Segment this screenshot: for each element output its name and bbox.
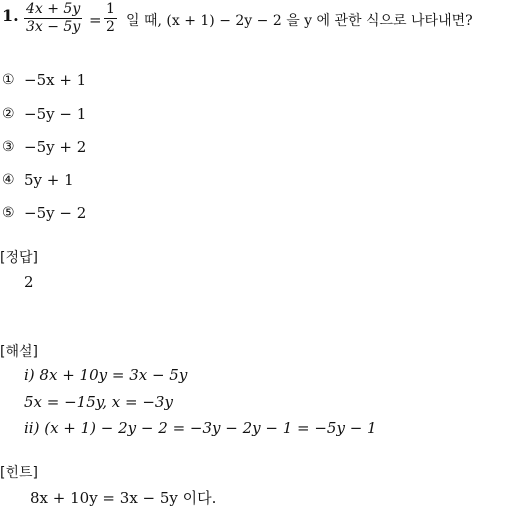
hint-label: [힌트] (0, 465, 38, 481)
question-equals-sign: = (89, 11, 102, 29)
answer-label: [정답] (0, 250, 38, 266)
choice-2-mark[interactable]: ② (2, 106, 15, 122)
question-text: 일 때, (x + 1) − 2y − 2 을 y 에 관한 식으로 나타내면? (126, 13, 473, 29)
hint-text: 8x + 10y = 3x − 5y 이다. (30, 489, 217, 507)
question-number: 1. (2, 6, 19, 25)
choice-4-expr[interactable]: 5y + 1 (24, 171, 74, 189)
explanation-line-2: 5x = −15y, x = −3y (24, 393, 173, 411)
choice-4-mark[interactable]: ④ (2, 172, 15, 188)
fraction-right-denominator: 2 (106, 19, 115, 35)
fraction-right-numerator: 1 (106, 1, 115, 17)
explanation-line-1: i) 8x + 10y = 3x − 5y (24, 366, 188, 384)
fraction-left-numerator: 4x + 5y (26, 1, 81, 17)
fraction-left-denominator: 3x − 5y (26, 19, 81, 35)
choice-5-expr[interactable]: −5y − 2 (24, 204, 87, 222)
choice-1-mark[interactable]: ① (2, 72, 15, 88)
choice-3-expr[interactable]: −5y + 2 (24, 138, 87, 156)
explanation-label: [해설] (0, 344, 38, 360)
explanation-line-3: ii) (x + 1) − 2y − 2 = −3y − 2y − 1 = −5y − 1 (24, 419, 377, 437)
choice-5-mark[interactable]: ⑤ (2, 205, 15, 221)
choice-3-mark[interactable]: ③ (2, 139, 15, 155)
answer-value: 2 (24, 273, 34, 291)
question-fraction-right (104, 1, 117, 36)
choice-2-expr[interactable]: −5y − 1 (24, 105, 87, 123)
choice-1-expr[interactable]: −5x + 1 (24, 71, 87, 89)
question-fraction-left (24, 1, 82, 36)
